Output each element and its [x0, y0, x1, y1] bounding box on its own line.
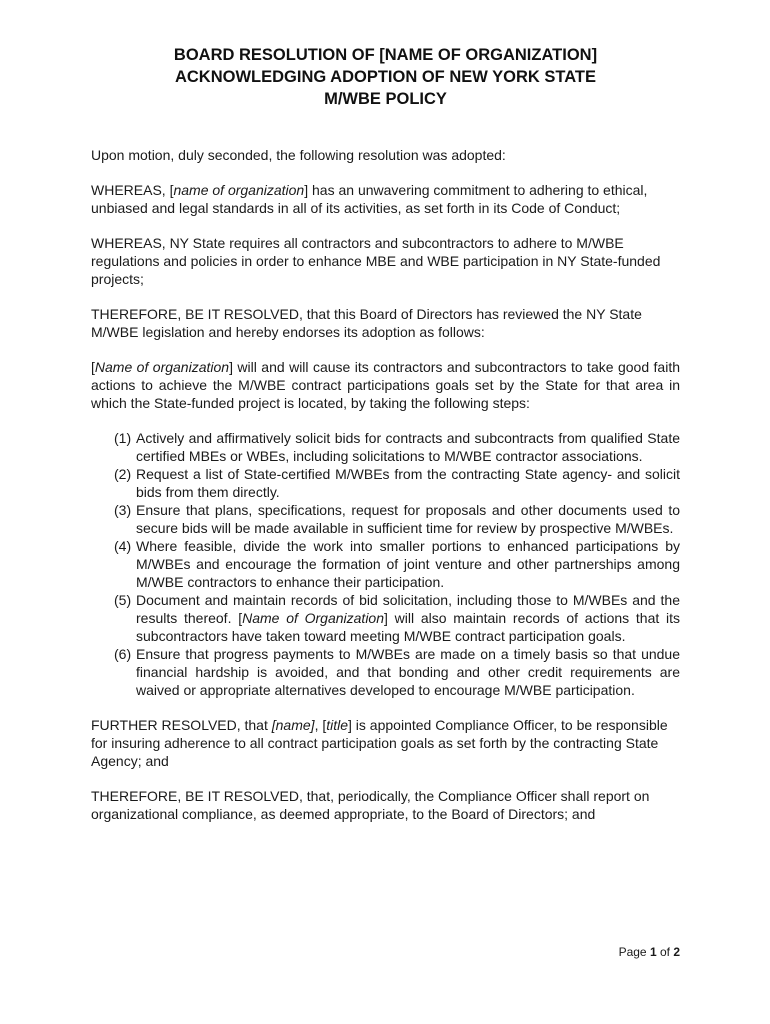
whereas1-prefix: WHEREAS, [ — [91, 182, 174, 198]
list-item-number: (2) — [114, 466, 132, 482]
whereas-paragraph-2: WHEREAS, NY State requires all contractors and subcontractors to adhere to M/WBE regulations and policies in order to enhance MBE and WBE participation in NY State-funded projects; — [91, 235, 661, 287]
list-item — [91, 465, 680, 501]
intro-paragraph: Upon motion, duly seconded, the following resolution was adopted: — [91, 147, 506, 163]
list-item-text: Ensure that progress payments to M/WBEs are made on a timely basis so that undue financial hardship is avoided, and that bonding and other credit requirements are waived or appropriate alternatives developed to encourage M/WBE participation. — [136, 646, 680, 698]
title-line-3: M/WBE POLICY — [324, 90, 447, 108]
steps-list — [91, 429, 680, 699]
of-label: of — [656, 945, 674, 959]
title-line-1: BOARD RESOLUTION OF [NAME OF ORGANIZATION] — [173, 46, 598, 64]
title-line-2: ACKNOWLEDGING ADOPTION OF NEW YORK STATE — [174, 68, 597, 86]
therefore-paragraph-2: THEREFORE, BE IT RESOLVED, that, periodically, the Compliance Officer shall report on organizational compliance, as deemed appropriate, to the Board of Directors; and — [91, 788, 650, 822]
list-item — [91, 501, 680, 537]
whereas-paragraph-1 — [91, 181, 680, 217]
page-number-footer — [619, 944, 680, 960]
commitment-suffix: ] will and will cause its contractors and subcontractors to take good faith actions to achieve the M/WBE contract participations goals set by the State for that area in which the State-funded project is located, by taking the following steps: — [91, 359, 681, 411]
list-item-org-placeholder: Name of Organization — [242, 610, 385, 626]
list-item — [91, 591, 680, 645]
further-mid: , [ — [314, 717, 327, 733]
list-item-text: Request a list of State-certified M/WBEs from the contracting State agency- and solicit bids from them directly. — [136, 466, 680, 500]
total-page-number: 2 — [673, 945, 680, 959]
further-name-placeholder: [name] — [271, 717, 315, 733]
whereas1-org-placeholder: name of organization — [173, 182, 305, 198]
list-item-text: Where feasible, divide the work into smaller portions to enhanced participations by M/WBEs and encourage the formation of joint venture and other partnerships among M/WBE contractors to enhance their participation. — [136, 538, 680, 590]
list-item-text-after: ] will also maintain records of actions that its subcontractors have taken toward meeting M/WBE contract participation goals. — [136, 610, 680, 644]
list-item-number: (6) — [114, 646, 132, 662]
further-prefix: FURTHER RESOLVED, that — [91, 717, 272, 733]
list-item — [91, 645, 680, 699]
therefore-paragraph-1: THEREFORE, BE IT RESOLVED, that this Board of Directors has reviewed the NY State M/WBE legislation and hereby endorses its adoption as follows: — [91, 306, 642, 340]
list-item-number: (5) — [114, 592, 132, 608]
commitment-org-placeholder: Name of organization — [94, 359, 230, 375]
list-item — [91, 537, 680, 591]
document-title — [91, 44, 680, 110]
current-page-number: 1 — [649, 945, 657, 959]
page-label: Page — [618, 945, 650, 959]
list-item — [91, 429, 680, 465]
list-item-text: Actively and affirmatively solicit bids for contracts and subcontracts from qualified State certified MBEs or WBEs, including solicitations to M/WBE contractor associations. — [136, 430, 680, 464]
list-item-text: Ensure that plans, specifications, request for proposals and other documents used to secure bids will be made available in sufficient time for review by prospective M/WBEs. — [136, 502, 680, 536]
list-item-number: (4) — [114, 538, 132, 554]
whereas1-suffix: ] has an unwavering commitment to adhering to ethical, unbiased and legal standards in all of its activities, as set forth in its Code of Conduct; — [91, 182, 648, 216]
further-resolved-paragraph — [91, 716, 680, 770]
list-item-text-before: Document and maintain records of bid solicitation, including those to M/WBEs and the results thereof. [ — [136, 592, 680, 626]
list-item-number: (3) — [114, 502, 132, 518]
commitment-paragraph — [91, 358, 680, 412]
commitment-prefix: [ — [91, 359, 95, 375]
further-suffix: ] is appointed Compliance Officer, to be responsible for insuring adherence to all contract participation goals as set forth by the contracting State Agency; and — [91, 717, 668, 769]
list-item-number: (1) — [114, 430, 132, 446]
further-title-placeholder: title — [326, 717, 349, 733]
